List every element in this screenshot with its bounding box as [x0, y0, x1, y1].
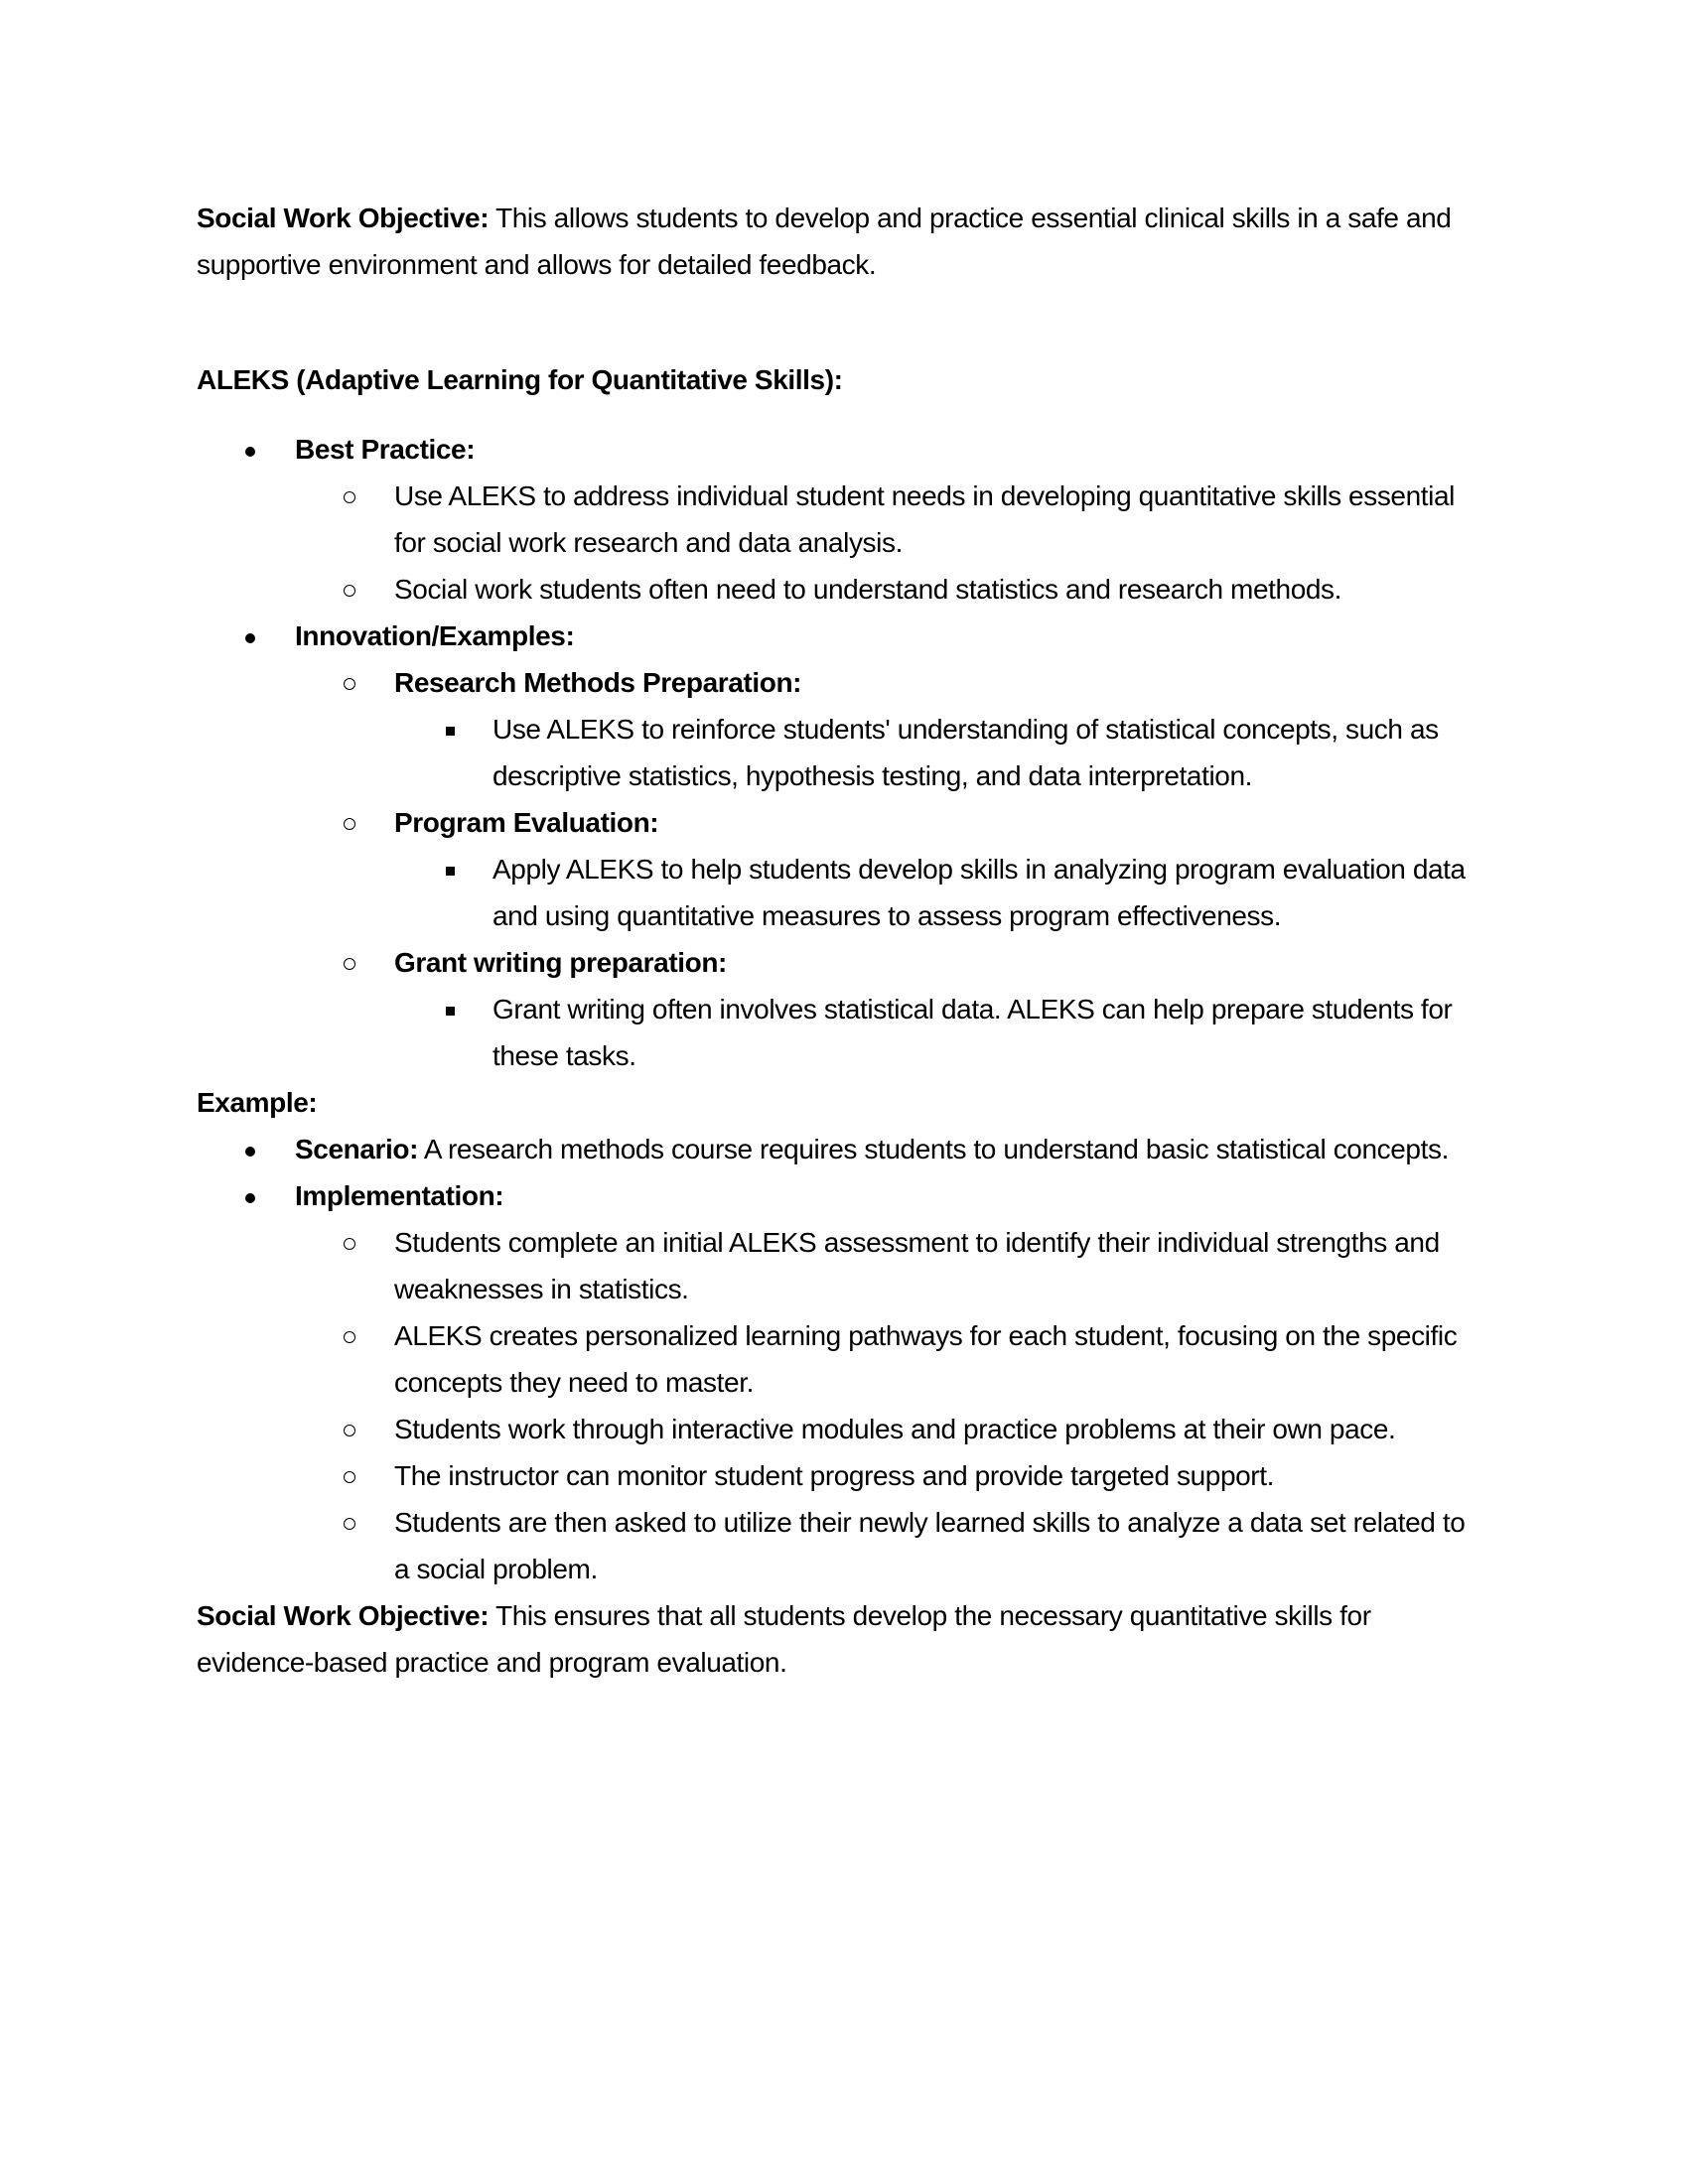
objective-paragraph-2 [197, 1592, 1477, 1686]
item-text: The instructor can monitor student progress and provide targeted support. [394, 1460, 1274, 1491]
item-label: Research Methods Preparation: [394, 667, 802, 698]
aleks-list [197, 426, 1477, 1079]
innovation-label: Innovation/Examples: [295, 620, 575, 651]
list-item [197, 846, 1477, 939]
item-text: Students work through interactive modules and practice problems at their own pace. [394, 1414, 1396, 1444]
list-item [197, 659, 1477, 706]
list-item [197, 613, 1477, 659]
list-item [197, 566, 1477, 613]
bullet-icon [245, 613, 255, 659]
objective-paragraph-1 [197, 195, 1477, 288]
implementation-label: Implementation: [295, 1180, 504, 1211]
square-bullet-icon [446, 986, 455, 1032]
square-bullet-icon [446, 846, 455, 892]
circle-bullet-icon [344, 1312, 355, 1359]
item-label: Grant writing preparation: [394, 947, 727, 978]
best-practice-label: Best Practice: [295, 434, 476, 465]
circle-bullet-icon [344, 1219, 355, 1266]
circle-bullet-icon [344, 1406, 355, 1452]
bullet-icon [245, 1126, 255, 1172]
list-item [197, 1172, 1477, 1219]
item-text: Students are then asked to utilize their newly learned skills to analyze a data set related to a social problem. [394, 1507, 1466, 1584]
objective-text: This allows students to develop and practice essential clinical skills in a safe and supportive environment and allows for detailed feedback. [197, 203, 1452, 280]
circle-bullet-icon [344, 473, 355, 519]
scenario-text: A research methods course requires students to understand basic statistical concepts. [418, 1134, 1449, 1164]
bullet-icon [245, 426, 255, 473]
list-item [197, 799, 1477, 846]
list-item [197, 1406, 1477, 1452]
objective-label: Social Work Objective: [197, 203, 490, 233]
list-item [197, 1219, 1477, 1312]
list-item [197, 1126, 1477, 1172]
item-text: Use ALEKS to reinforce students' understanding of statistical concepts, such as descriptive statistics, hypothesis testing, and data interpretation. [492, 714, 1439, 791]
circle-bullet-icon [344, 1499, 355, 1546]
list-item [197, 1452, 1477, 1499]
item-text: Apply ALEKS to help students develop skills in analyzing program evaluation data and using quantitative measures to assess program effectiveness. [492, 854, 1466, 931]
scenario-label: Scenario: [295, 1134, 418, 1164]
circle-bullet-icon [344, 799, 355, 846]
item-text: Grant writing often involves statistical data. ALEKS can help prepare students for these tasks. [492, 994, 1453, 1071]
objective-label: Social Work Objective: [197, 1600, 490, 1631]
example-list [197, 1126, 1477, 1592]
list-item [197, 473, 1477, 566]
circle-bullet-icon [344, 566, 355, 613]
list-item [197, 706, 1477, 799]
item-text: Social work students often need to understand statistics and research methods. [394, 574, 1342, 605]
item-text: Use ALEKS to address individual student needs in developing quantitative skills essential for social work research and data analysis. [394, 480, 1455, 558]
list-item [197, 1499, 1477, 1592]
document-page [197, 195, 1477, 1686]
list-item [197, 426, 1477, 473]
item-text: Students complete an initial ALEKS assessment to identify their individual strengths and weaknesses in statistics. [394, 1227, 1440, 1304]
circle-bullet-icon [344, 659, 355, 706]
item-label: Program Evaluation: [394, 807, 659, 838]
example-label: Example: [197, 1087, 318, 1118]
list-item [197, 939, 1477, 986]
objective-text: This ensures that all students develop the necessary quantitative skills for evidence-based practice and program evaluation. [197, 1600, 1371, 1678]
section-heading: ALEKS (Adaptive Learning for Quantitative Skills): [197, 364, 843, 395]
circle-bullet-icon [344, 939, 355, 986]
list-item [197, 986, 1477, 1079]
square-bullet-icon [446, 706, 455, 752]
item-text: ALEKS creates personalized learning pathways for each student, focusing on the specific concepts they need to master. [394, 1320, 1458, 1398]
circle-bullet-icon [344, 1452, 355, 1499]
bullet-icon [245, 1172, 255, 1219]
list-item [197, 1312, 1477, 1406]
